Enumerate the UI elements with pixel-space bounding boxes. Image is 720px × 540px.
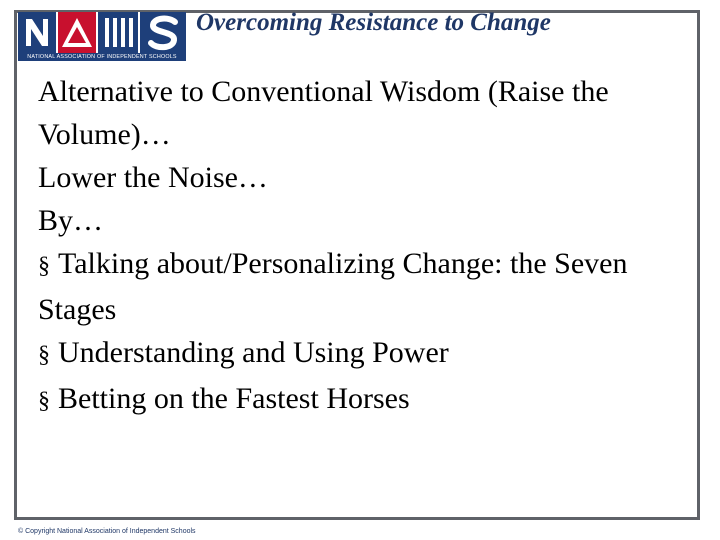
body-line: Lower the Noise… [38, 161, 268, 194]
bullet-text: Betting on the Fastest Horses [58, 382, 410, 415]
logo-caption: NATIONAL ASSOCIATION OF INDEPENDENT SCHOOLS [18, 53, 186, 61]
body-line: Alternative to Conventional Wisdom (Raise the Volume)… [38, 75, 609, 151]
bullet-text: Talking about/Personalizing Change: the Seven Stages [38, 247, 628, 326]
bullet-item [38, 377, 688, 423]
bullet-item [38, 242, 688, 331]
section-bullet-icon: § [38, 253, 50, 279]
slide-title: Overcoming Resistance to Change [196, 9, 551, 36]
bullet-text: Understanding and Using Power [58, 336, 449, 369]
copyright-notice: © Copyright National Association of Independent Schools [18, 528, 196, 535]
body-line: By… [38, 204, 104, 237]
nais-logo-mark [18, 12, 186, 53]
section-bullet-icon: § [38, 342, 50, 368]
slide-body [38, 70, 688, 423]
section-bullet-icon: § [38, 388, 50, 414]
bullet-item [38, 331, 688, 377]
nais-logo [18, 12, 186, 62]
